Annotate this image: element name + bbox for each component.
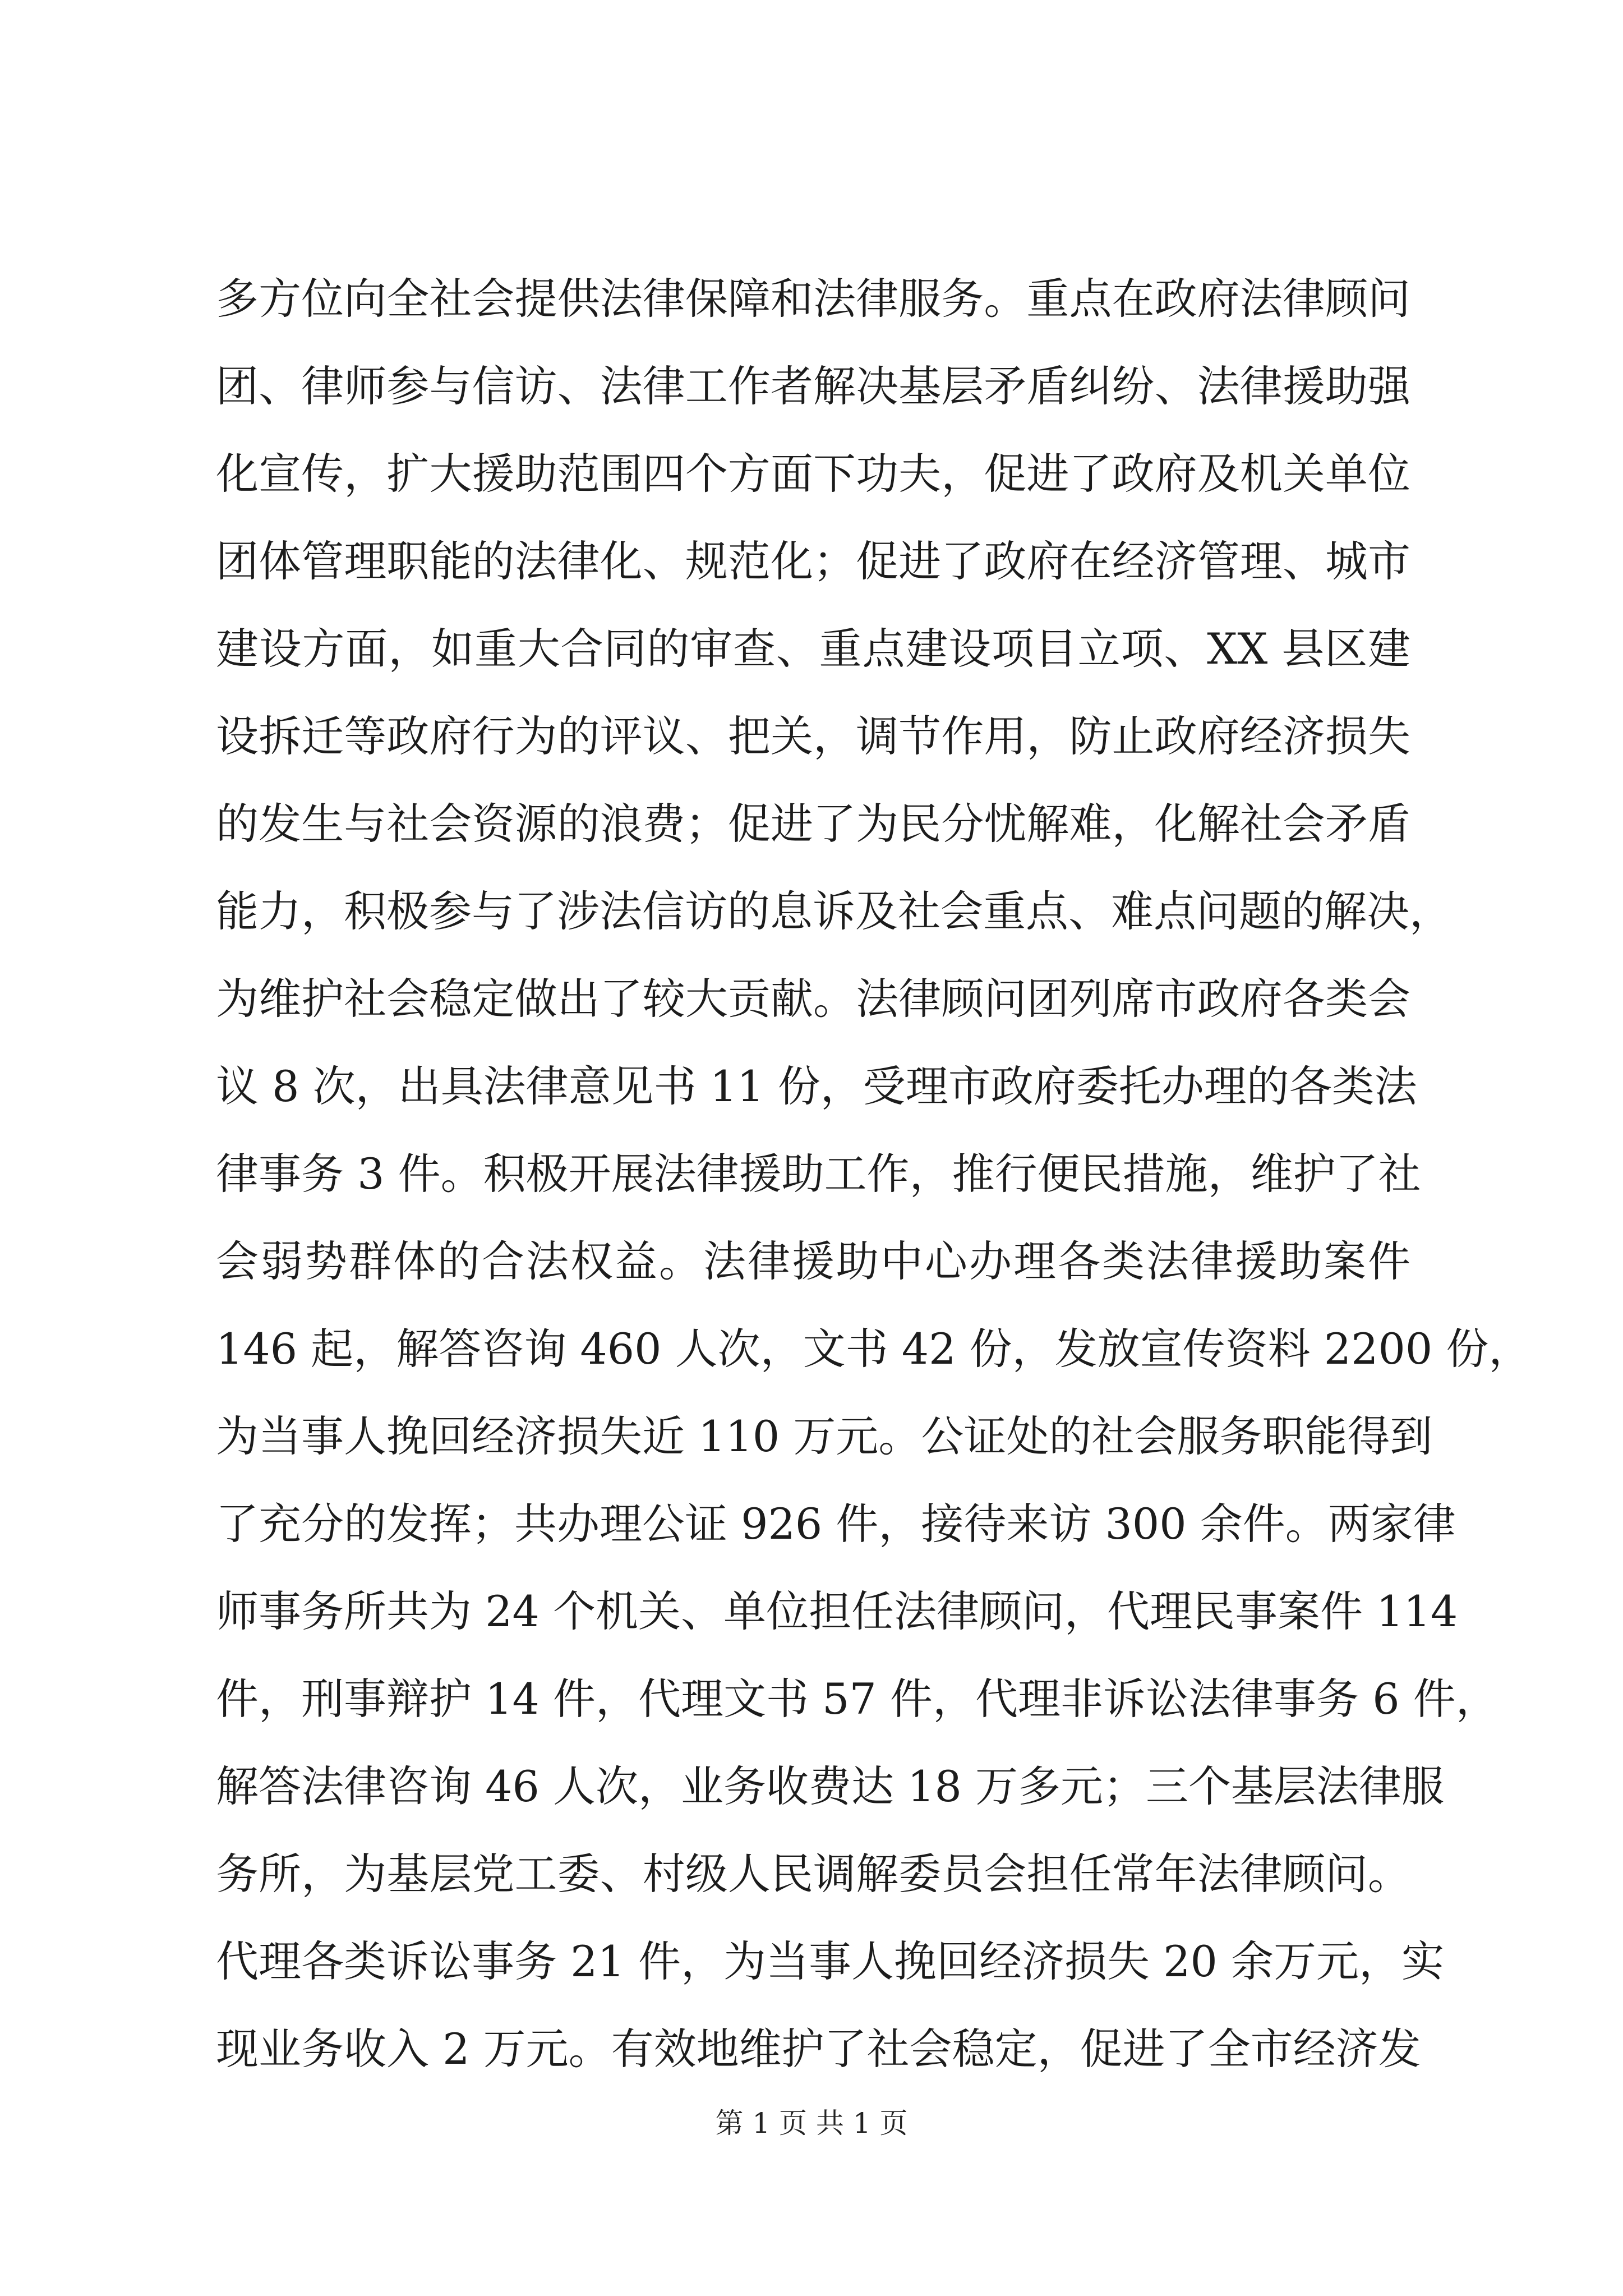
paragraph-line: 律事务 3 件。积极开展法律援助工作，推行便民措施，维护了社 bbox=[216, 1149, 1421, 1199]
paragraph-line: 设拆迁等政府行为的评议、把关，调节作用，防止政府经济损失 bbox=[216, 711, 1410, 761]
paragraph-line: 的发生与社会资源的浪费；促进了为民分忧解难，化解社会矛盾 bbox=[216, 799, 1410, 849]
paragraph-line: 能力，积极参与了涉法信访的息诉及社会重点、难点问题的解决， bbox=[216, 886, 1452, 936]
paragraph-line: 师事务所共为 24 个机关、单位担任法律顾问，代理民事案件 114 bbox=[216, 1586, 1458, 1636]
paragraph-line: 会弱势群体的合法权益。法律援助中心办理各类法律援助案件 bbox=[216, 1236, 1410, 1286]
paragraph-line: 146 起，解答咨询 460 人次，文书 42 份，发放宣传资料 2200 份， bbox=[216, 1324, 1532, 1374]
paragraph-line: 议 8 次，出具法律意见书 11 份，受理市政府委托办理的各类法 bbox=[216, 1061, 1417, 1111]
paragraph-line: 团体管理职能的法律化、规范化；促进了政府在经济管理、城市 bbox=[216, 536, 1410, 586]
paragraph-line: 为当事人挽回经济损失近 110 万元。公证处的社会服务职能得到 bbox=[216, 1411, 1433, 1461]
paragraph-line: 务所，为基层党工委、村级人民调解委员会担任常年法律顾问。 bbox=[216, 1849, 1410, 1899]
paragraph-line: 多方位向全社会提供法律保障和法律服务。重点在政府法律顾问 bbox=[216, 274, 1410, 324]
body-paragraph bbox=[216, 255, 1532, 2093]
paragraph-line: 化宣传，扩大援助范围四个方面下功夫，促进了政府及机关单位 bbox=[216, 449, 1410, 499]
paragraph-line: 代理各类诉讼事务 21 件，为当事人挽回经济损失 20 余万元，实 bbox=[216, 1936, 1445, 1986]
paragraph-line: 为维护社会稳定做出了较大贡献。法律顾问团列席市政府各类会 bbox=[216, 974, 1410, 1024]
paragraph-line: 解答法律咨询 46 人次，业务收费达 18 万多元；三个基层法律服 bbox=[216, 1761, 1445, 1811]
paragraph-line: 件，刑事辩护 14 件，代理文书 57 件，代理非诉讼法律事务 6 件， bbox=[216, 1674, 1498, 1724]
paragraph-line: 现业务收入 2 万元。有效地维护了社会稳定，促进了全市经济发 bbox=[216, 2024, 1421, 2074]
paragraph-line: 了充分的发挥；共办理公证 926 件，接待来访 300 余件。两家律 bbox=[216, 1499, 1456, 1549]
page-footer: 第 1 页 共 1 页 bbox=[715, 2107, 908, 2139]
paragraph-line: 建设方面，如重大合同的审查、重点建设项目立项、XX 县区建 bbox=[216, 624, 1410, 674]
paragraph-line: 团、律师参与信访、法律工作者解决基层矛盾纠纷、法律援助强 bbox=[216, 361, 1410, 411]
